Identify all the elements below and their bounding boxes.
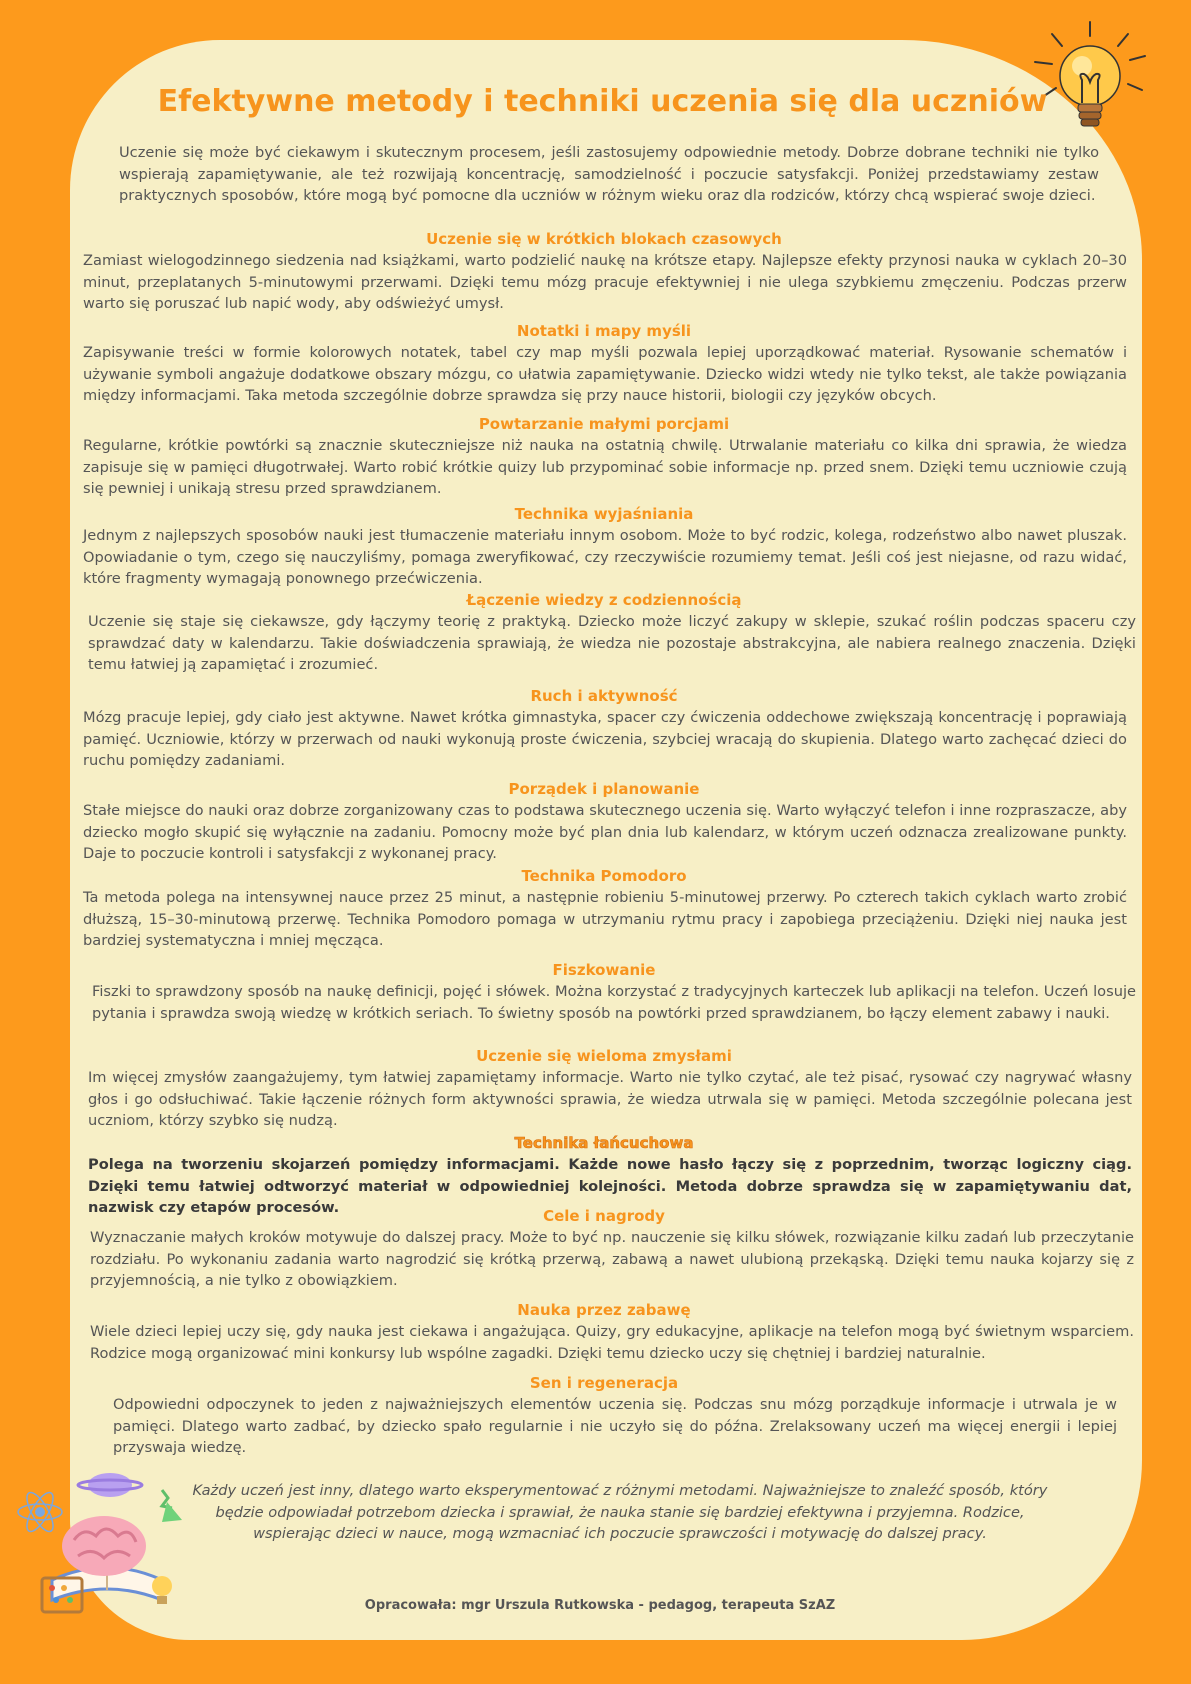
section-heading: Uczenie się w krótkich blokach czasowych <box>426 230 782 248</box>
section-heading: Nauka przez zabawę <box>517 1301 691 1319</box>
lightbulb-icon <box>1030 18 1150 143</box>
section-text: Ta metoda polega na intensywnej nauce przez 25 minut, a następnie robieniu 5-minutowej przerwy. Po czterech takich cyklach warto zrobić dłuższą, 15–30-minutową przerwę. Technika Pomodoro pomaga w utrzymaniu rytmu pracy i zapobiega przeciążeniu. Dzięki niej nauka jest bardziej systematyczna i mniej męcząca. <box>83 889 1127 949</box>
section-text: Jednym z najlepszych sposobów nauki jest tłumaczenie materiału innym osobom. Może to być rodzic, kolega, rodzeństwo albo nawet pluszak. Opowiadanie o tym, czego się nauczyliśmy, pomaga zweryfikować, czy rzeczywiście rozumiemy temat. Jeśli coś jest niejasne, od razu widać, które fragmenty wymagają ponownego przećwiczenia. <box>83 527 1127 587</box>
section-heading: Powtarzanie małymi porcjami <box>478 415 730 433</box>
section-heading: Technika łańcuchowa <box>514 1134 694 1152</box>
section-heading: Uczenie się wieloma zmysłami <box>476 1047 732 1065</box>
brain-book-illustration <box>12 1460 192 1630</box>
section-text: Uczenie się staje się ciekawsze, gdy łączymy teorię z praktyką. Dziecko może liczyć zakupy w sklepie, szukać roślin podczas spaceru czy sprawdzać daty w kalendarzu. Takie doświadczenia sprawiają, że wiedza nie pozostaje abstrakcyjna, ale nabiera realnego znaczenia. Dzięki temu łatwiej ją zapamiętać i zrozumieć. <box>88 613 1136 673</box>
section-text: Wyznaczanie małych kroków motywuje do dalszej pracy. Może to być np. nauczenie się kilku słówek, rozwiązanie kilku zadań lub przeczytanie rozdziału. Po wykonaniu zadania warto nagrodzić się krótką przerwą, zabawą a nawet ulubioną przekąską. Dzięki temu nauka kojarzy się z przyjemnością, a nie tylko z obowiązkiem. <box>90 1229 1134 1289</box>
section-text: Zapisywanie treści w formie kolorowych notatek, tabel czy map myśli pozwala lepiej uporządkować materiał. Rysowanie schematów i używanie symboli angażuje dodatkowe obszary mózgu, co ułatwia zapamiętywanie. Dziecko widzi wtedy nie tylko tekst, ale także powiązania między informacjami. Taka metoda szczególnie dobrze sprawdza się przy nauce historii, biologii czy języków obcych. <box>83 344 1127 404</box>
section-heading: Porządek i planowanie <box>508 780 700 798</box>
intro-paragraph: Uczenie się może być ciekawym i skutecznym procesem, jeśli zastosujemy odpowiednie metody. Dobrze dobrane techniki nie tylko wspierają zapamiętywanie, ale też rozwijają koncentrację, samodzielność i poczucie satysfakcji. Poniżej przedstawiamy zestaw praktycznych sposobów, które mogą być pomocne dla uczniów w różnym wieku oraz dla rodziców, którzy chcą wspierać swoje dzieci. <box>119 144 1099 204</box>
section-heading: Technika wyjaśniania <box>514 505 694 523</box>
section-text: Wiele dzieci lepiej uczy się, gdy nauka jest ciekawa i angażująca. Quizy, gry edukacyjne, aplikacje na telefon mogą być świetnym wsparciem. Rodzice mogą organizować mini konkursy lub wspólne zagadki. Dzięki temu dziecko uczy się chętniej i bardziej naturalnie. <box>90 1323 1134 1362</box>
section-heading: Ruch i aktywność <box>530 687 678 705</box>
section-heading: Notatki i mapy myśli <box>516 322 692 340</box>
section-heading: Technika Pomodoro <box>521 867 687 885</box>
section-text: Zamiast wielogodzinnego siedzenia nad książkami, warto podzielić naukę na krótsze etapy. Najlepsze efekty przynosi nauka w cyklach 20–30 minut, przeplatanych 5-minutowymi przerwami. Dzięki temu mózg pracuje efektywniej i nie ulega szybkiemu zmęczeniu. Podczas przerw warto się poruszać lub napić wody, aby odświeżyć umysł. <box>83 252 1127 312</box>
section-text: Polega na tworzeniu skojarzeń pomiędzy informacjami. Każde nowe hasło łączy się z poprzednim, tworząc logiczny ciąg. Dzięki temu łatwiej odtworzyć materiał w odpowiedniej kolejności. Metoda dobrze sprawdza się w zapamiętywaniu dat, nazwisk czy etapów procesów. <box>88 1156 1132 1216</box>
section-text: Odpowiedni odpoczynek to jeden z najważniejszych elementów uczenia się. Podczas snu mózg porządkuje informacje i utrwala je w pamięci. Dlatego warto zadbać, by dziecko spało regularnie i nie uczyło się do późna. Zrelaksowany uczeń ma więcej energii i lepiej przyswaja wiedzę. <box>113 1396 1117 1456</box>
section-text: Mózg pracuje lepiej, gdy ciało jest aktywne. Nawet krótka gimnastyka, spacer czy ćwiczenia oddechowe zwiększają koncentrację i poprawiają pamięć. Uczniowie, którzy w przerwach od nauki wykonują proste ćwiczenia, szybciej wracają do skupienia. Dlatego warto zachęcać dzieci do ruchu pomiędzy zadaniami. <box>83 709 1127 769</box>
page-title: Efektywne metody i techniki uczenia się dla uczniów <box>157 84 1048 119</box>
section-text: Fiszki to sprawdzony sposób na naukę definicji, pojęć i słówek. Można korzystać z tradycyjnych karteczek lub aplikacji na telefon. Uczeń losuje pytania i sprawdza swoją wiedzę w krótkich seriach. To świetny sposób na powtórki przed sprawdzianem, bo łączy element zabawy i nauki. <box>92 983 1136 1022</box>
section-heading: Fiszkowanie <box>552 961 656 979</box>
section-heading: Cele i nagrody <box>543 1207 665 1225</box>
section-text: Stałe miejsce do nauki oraz dobrze zorganizowany czas to podstawa skutecznego uczenia się. Warto wyłączyć telefon i inne rozpraszacze, aby dziecko mogło skupić się wyłącznie na zadaniu. Pomocny może być plan dnia lub kalendarz, w którym uczeń odznacza zrealizowane punkty. Daje to poczucie kontroli i satysfakcji z wykonanej pracy. <box>83 802 1127 862</box>
closing-quote: Każdy uczeń jest inny, dlatego warto eksperymentować z różnymi metodami. Najważniejsze to znaleźć sposób, który będzie odpowiadał potrzebom dziecka i sprawiał, że nauka stanie się bardziej efektywna i przyjemna. Rodzice, wspierając dzieci w nauce, mogą wzmacniać ich poczucie sprawczości i motywację do dalszej pracy. <box>192 1482 1048 1542</box>
section-text: Im więcej zmysłów zaangażujemy, tym łatwiej zapamiętamy informacje. Warto nie tylko czytać, ale też pisać, rysować czy nagrywać własny głos i go odsłuchiwać. Takie łączenie różnych form aktywności sprawia, że wiedza utrwala się w pamięci. Metoda szczególnie polecana jest uczniom, którzy szybko się nudzą. <box>88 1069 1132 1129</box>
section-heading: Sen i regeneracja <box>529 1374 679 1392</box>
section-heading: Łączenie wiedzy z codziennością <box>466 591 742 609</box>
section-text: Regularne, krótkie powtórki są znacznie skuteczniejsze niż nauka na ostatnią chwilę. Utrwalanie materiału co kilka dni sprawia, że wiedza zapisuje się w pamięci długotrwałej. Warto robić krótkie quizy lub przypominać sobie informacje np. przed snem. Dzięki temu uczniowie czują się pewniej i unikają stresu przed sprawdzianem. <box>83 437 1127 497</box>
author-credit: Opracowała: mgr Urszula Rutkowska - pedagog, terapeuta SzAZ <box>364 1598 836 1613</box>
